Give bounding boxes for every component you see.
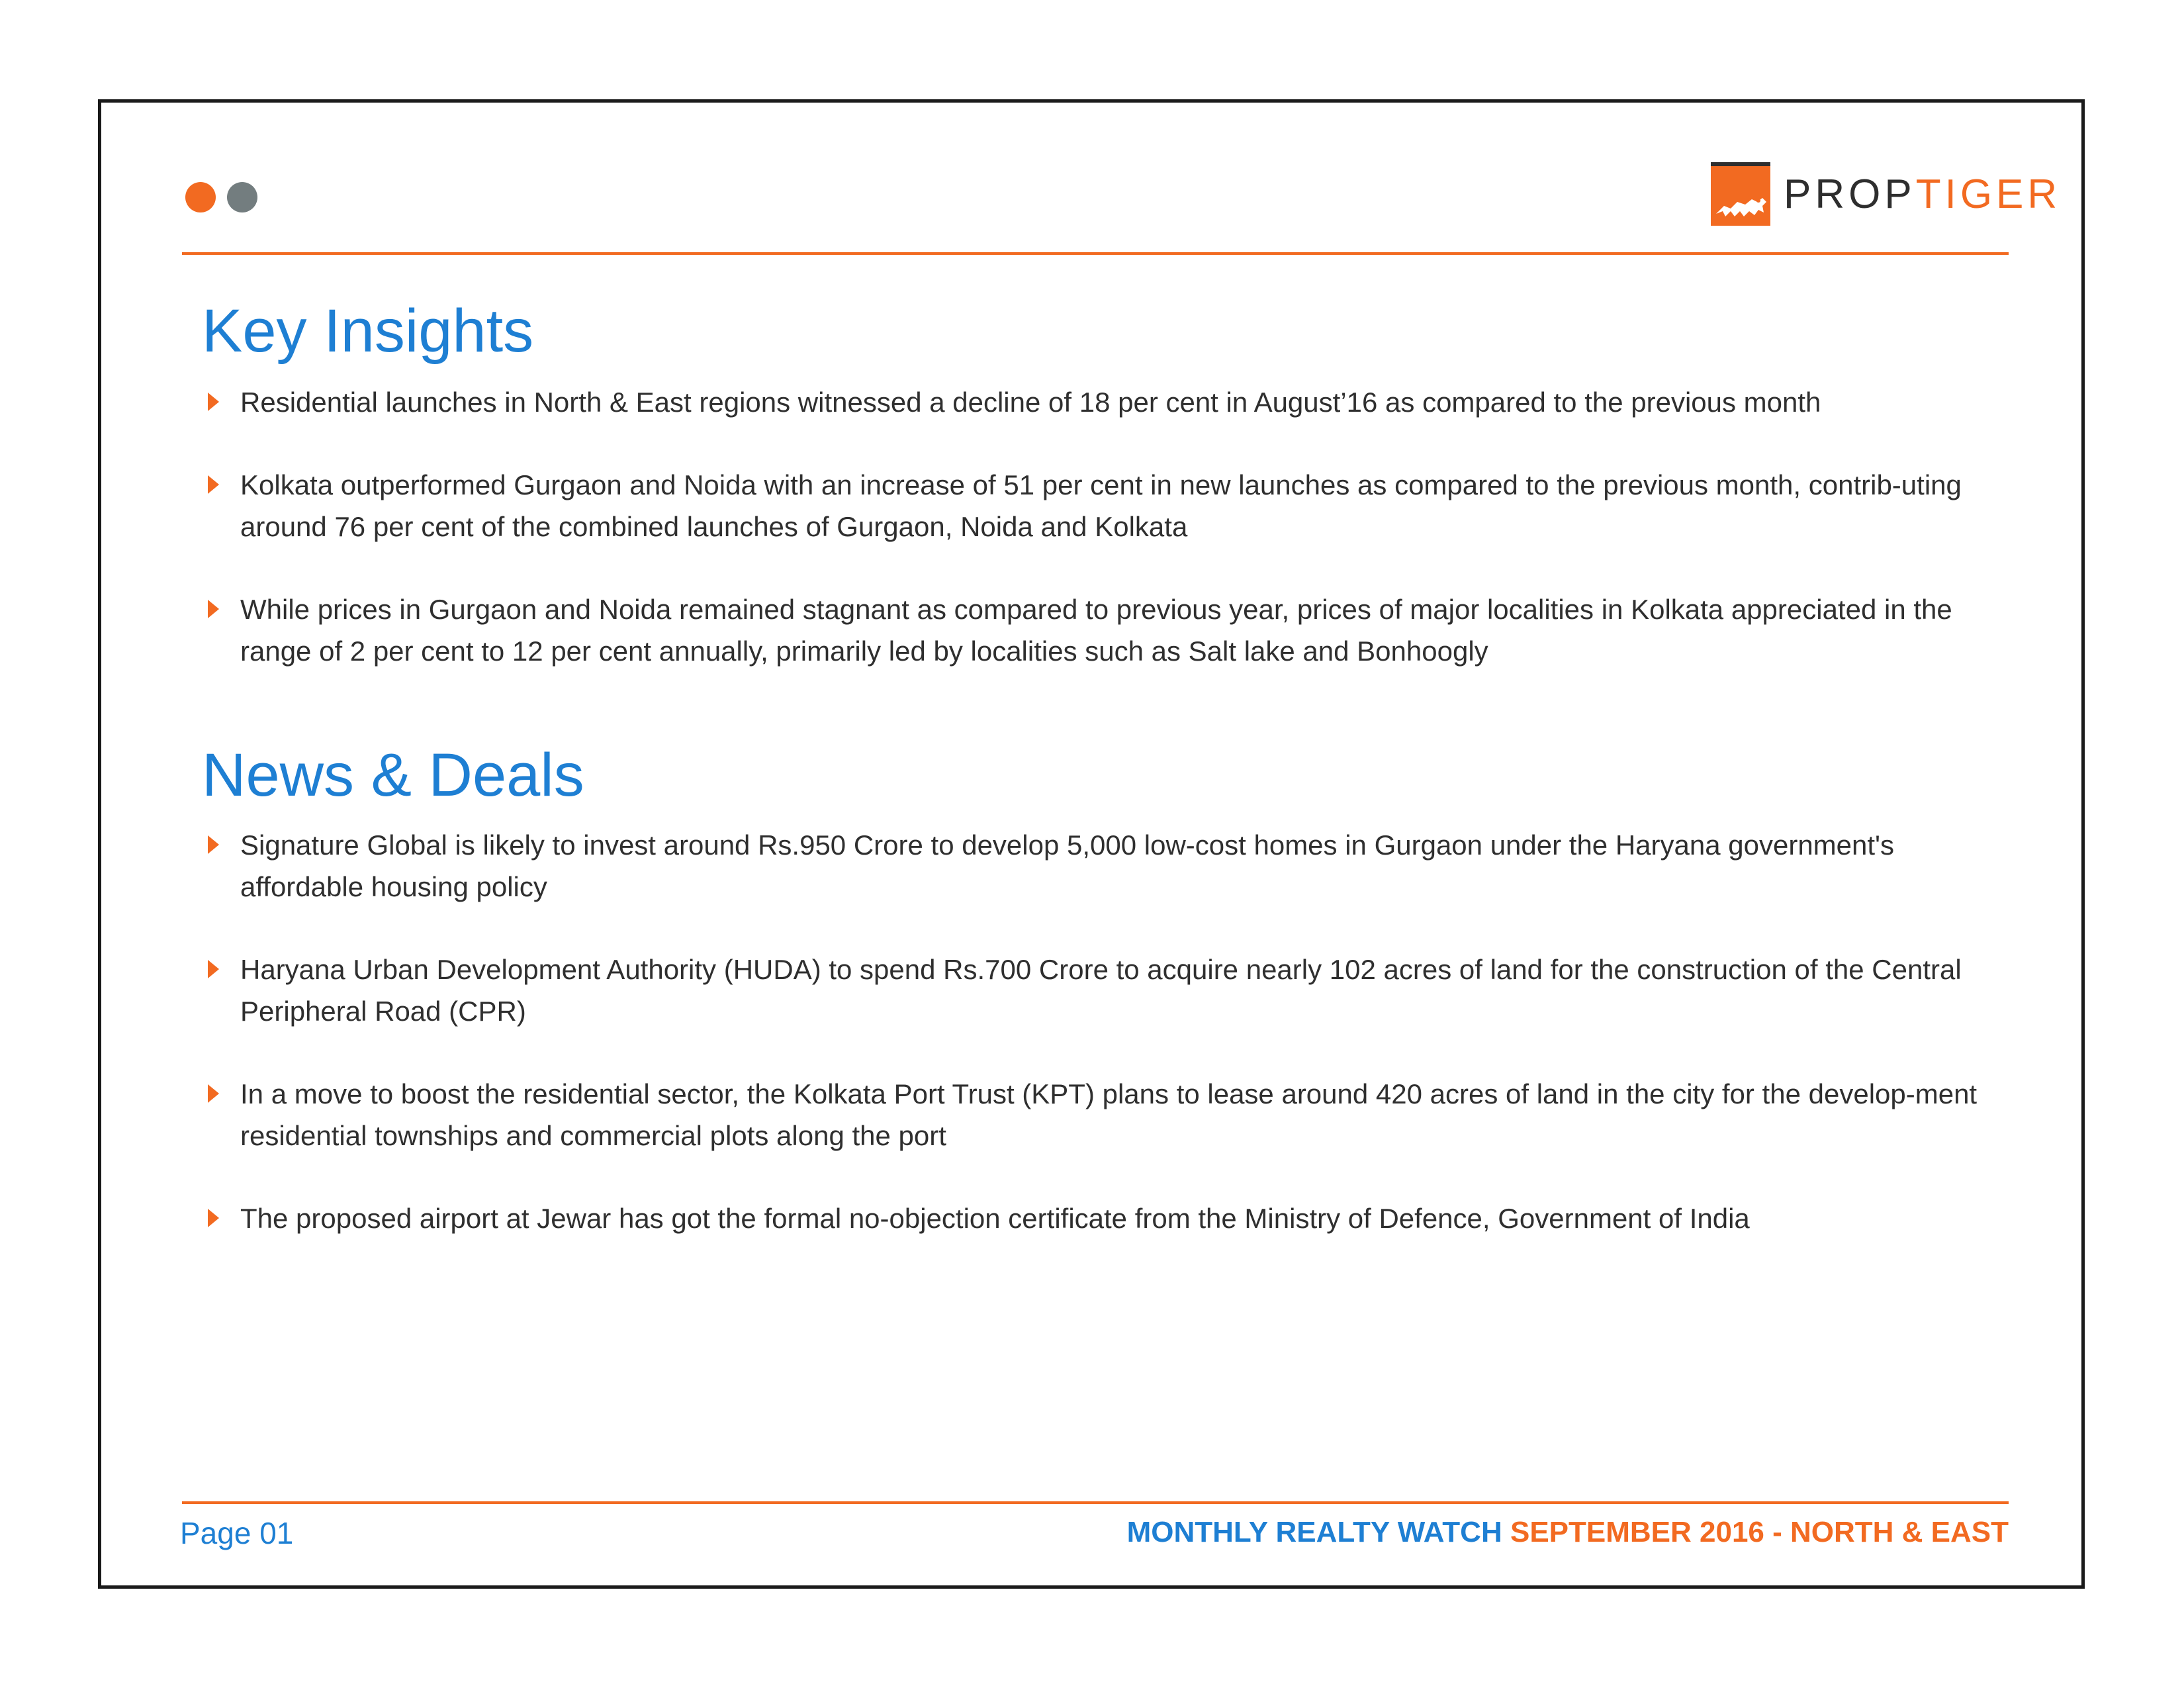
report-title-edition: SEPTEMBER 2016 - NORTH & EAST bbox=[1510, 1516, 2009, 1548]
news-deals-list bbox=[202, 824, 2015, 1239]
header-divider bbox=[182, 252, 2009, 255]
footer-divider bbox=[182, 1501, 2009, 1504]
list-item-text: Residential launches in North & East regions witnessed a decline of 18 per cent in August’16 as compared to the previous month bbox=[240, 387, 1821, 418]
list-item bbox=[202, 381, 2015, 423]
report-title-main: MONTHLY REALTY WATCH bbox=[1126, 1516, 1502, 1548]
list-item-text: In a move to boost the residential sector, the Kolkata Port Trust (KPT) plans to lease around 420 acres of land in the city for the develop-ment residential townships and commercial plots along the port bbox=[240, 1078, 1978, 1151]
bullet-arrow-icon bbox=[208, 1209, 219, 1227]
list-item bbox=[202, 1197, 2015, 1239]
bullet-arrow-icon bbox=[208, 960, 219, 978]
tiger-logo-icon bbox=[1711, 162, 1770, 226]
logo-wordmark bbox=[1784, 171, 2062, 217]
logo-word-tiger: TIGER bbox=[1915, 171, 2062, 217]
list-item-text: While prices in Gurgaon and Noida remained stagnant as compared to previous year, prices of major localities in Kolkata appreciated in the range of 2 per cent to 12 per cent annually, primarily led by localities such as Salt lake and Bonhoogly bbox=[240, 594, 1952, 667]
key-insights-list bbox=[202, 381, 2015, 672]
bullet-arrow-icon bbox=[208, 393, 219, 411]
list-item bbox=[202, 588, 2015, 672]
list-item-text: Signature Global is likely to invest around Rs.950 Crore to develop 5,000 low-cost homes in Gurgaon under the Haryana government's affordable housing policy bbox=[240, 829, 1895, 902]
page-number: Page 01 bbox=[180, 1516, 294, 1550]
logo-word-prop: PROP bbox=[1784, 171, 1916, 217]
key-insights-title: Key Insights bbox=[202, 297, 534, 365]
bullet-arrow-icon bbox=[208, 475, 219, 494]
bullet-arrow-icon bbox=[208, 835, 219, 854]
list-item-text: Kolkata outperformed Gurgaon and Noida with an increase of 51 per cent in new launches as compared to the previous month, contrib-uting around 76 per cent of the combined launches of Gurgaon, Noida and Kolkata bbox=[240, 469, 1962, 542]
list-item bbox=[202, 824, 2015, 908]
bullet-arrow-icon bbox=[208, 1084, 219, 1103]
bullet-arrow-icon bbox=[208, 600, 219, 618]
news-deals-title: News & Deals bbox=[202, 741, 584, 809]
list-item-text: Haryana Urban Development Authority (HUDA) to spend Rs.700 Crore to acquire nearly 102 acres of land for the construction of the Central Peripheral Road (CPR) bbox=[240, 954, 1962, 1027]
report-title bbox=[1127, 1518, 2009, 1547]
list-item bbox=[202, 464, 2015, 547]
list-item-text: The proposed airport at Jewar has got the formal no-objection certificate from the Ministry of Defence, Government of India bbox=[240, 1203, 1750, 1234]
list-item bbox=[202, 1073, 2015, 1156]
grey-dot-icon bbox=[227, 182, 257, 212]
orange-dot-icon bbox=[185, 182, 216, 212]
list-item bbox=[202, 949, 2015, 1032]
